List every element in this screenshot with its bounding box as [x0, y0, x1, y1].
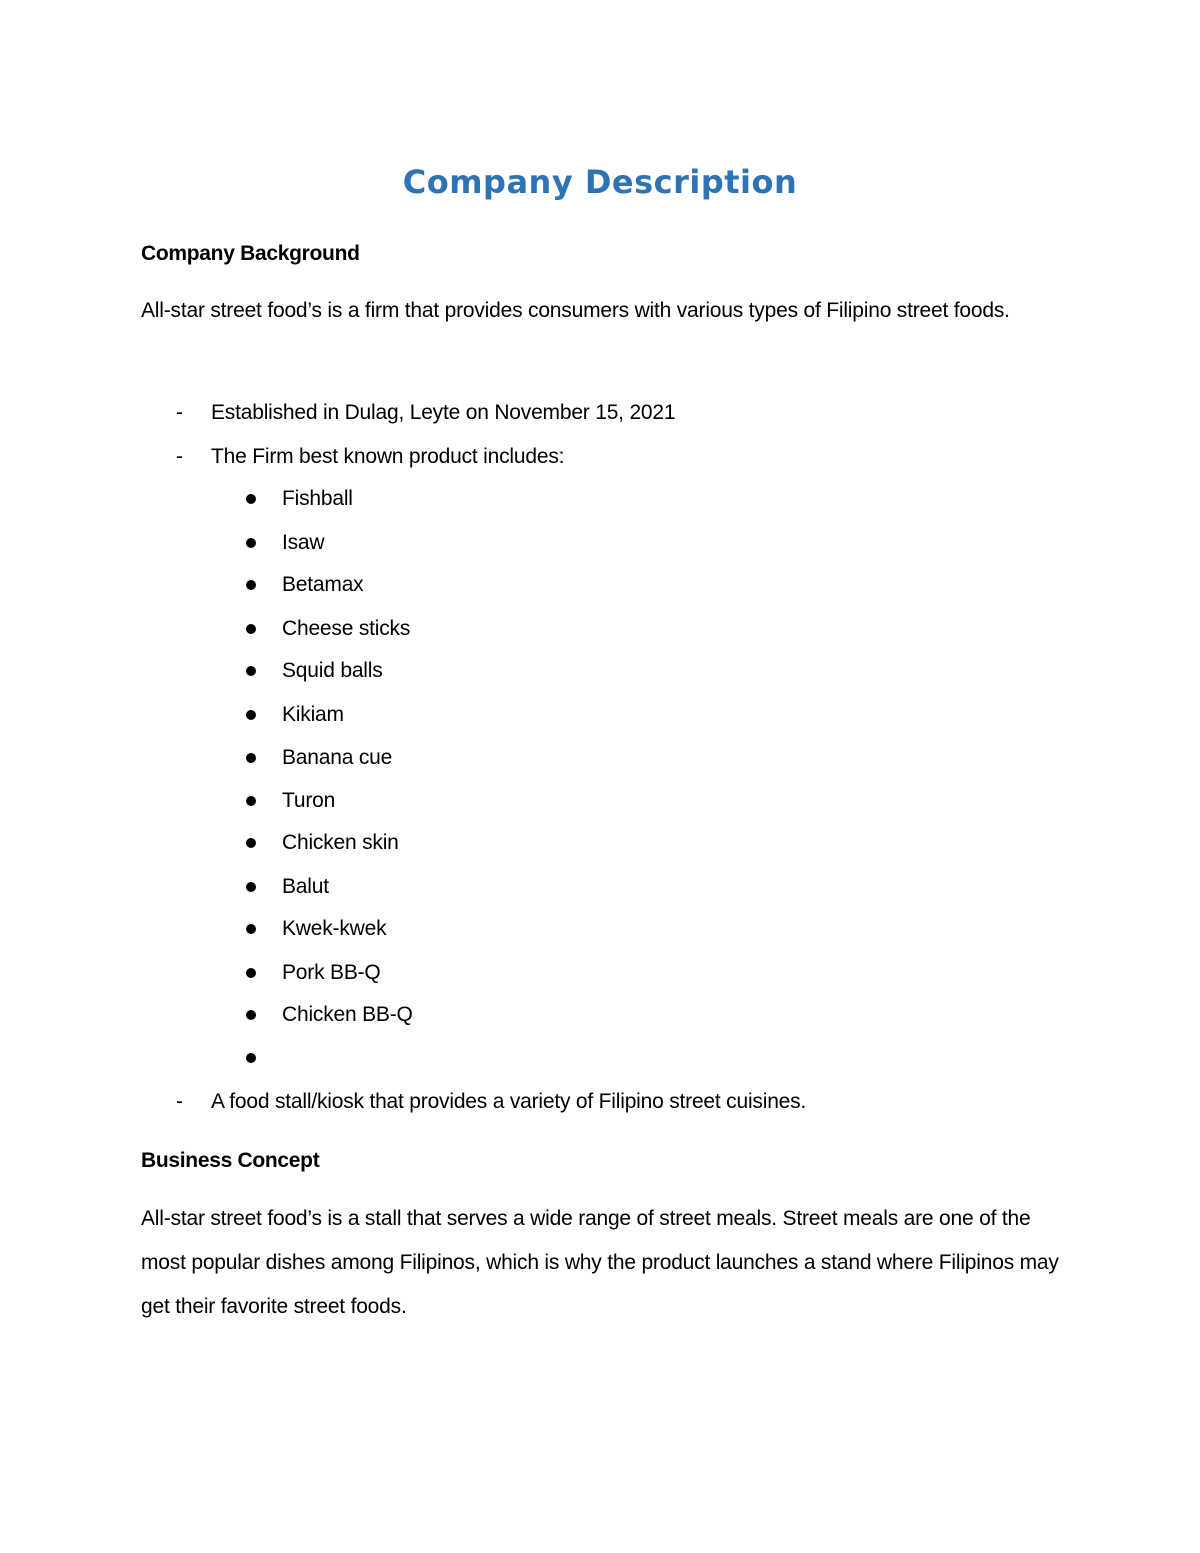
bullet-dot-icon — [246, 838, 256, 848]
stall-description-text: A food stall/kiosk that provides a variety of Filipino street cuisines. — [211, 1090, 807, 1113]
product-name: Kikiam — [282, 703, 344, 726]
product-name: Betamax — [282, 573, 364, 596]
product-name: Fishball — [282, 487, 353, 510]
company-background-heading: Company Background — [141, 242, 360, 265]
bullet-dot-icon — [246, 710, 256, 720]
product-name: Chicken skin — [282, 831, 399, 854]
bullet-dot-icon — [246, 796, 256, 806]
bullet-dot-icon — [246, 753, 256, 763]
bullet-dot-icon — [246, 882, 256, 892]
products-intro-text: The Firm best known product includes: — [211, 445, 565, 468]
page-title: Company Description — [402, 163, 798, 201]
bullet-dot-icon — [246, 666, 256, 676]
product-name: Pork BB-Q — [282, 961, 381, 984]
product-name: Banana cue — [282, 746, 393, 769]
product-name: Kwek-kwek — [282, 917, 387, 940]
bullet-dot-icon — [246, 1010, 256, 1020]
product-name: Balut — [282, 875, 329, 898]
business-concept-paragraph: All-star street food’s is a stall that serves a wide range of street meals. Street meals are one of the most popular dishes among Filipinos, which is why the product launches a stand where Filipinos may get their favorite street foods. — [141, 1207, 1059, 1318]
company-background-paragraph: All-star street food’s is a firm that provides consumers with various types of Filipino street foods. — [141, 299, 1010, 322]
bullet-dot-icon — [246, 494, 256, 504]
dash-marker: - — [176, 445, 183, 468]
product-name: Chicken BB-Q — [282, 1003, 413, 1026]
product-name: Isaw — [282, 531, 325, 554]
established-text: Established in Dulag, Leyte on November 15, 2021 — [211, 401, 676, 424]
product-name: Turon — [282, 789, 336, 812]
dash-marker: - — [176, 1090, 183, 1113]
business-concept-heading: Business Concept — [141, 1149, 320, 1172]
bullet-dot-icon — [246, 580, 256, 590]
bullet-dot-icon — [246, 538, 256, 548]
dash-marker: - — [176, 401, 183, 424]
bullet-dot-icon — [246, 968, 256, 978]
bullet-dot-icon — [246, 1053, 256, 1063]
bullet-dot-icon — [246, 924, 256, 934]
bullet-dot-icon — [246, 624, 256, 634]
product-name: Squid balls — [282, 659, 383, 682]
product-name: Cheese sticks — [282, 617, 411, 640]
